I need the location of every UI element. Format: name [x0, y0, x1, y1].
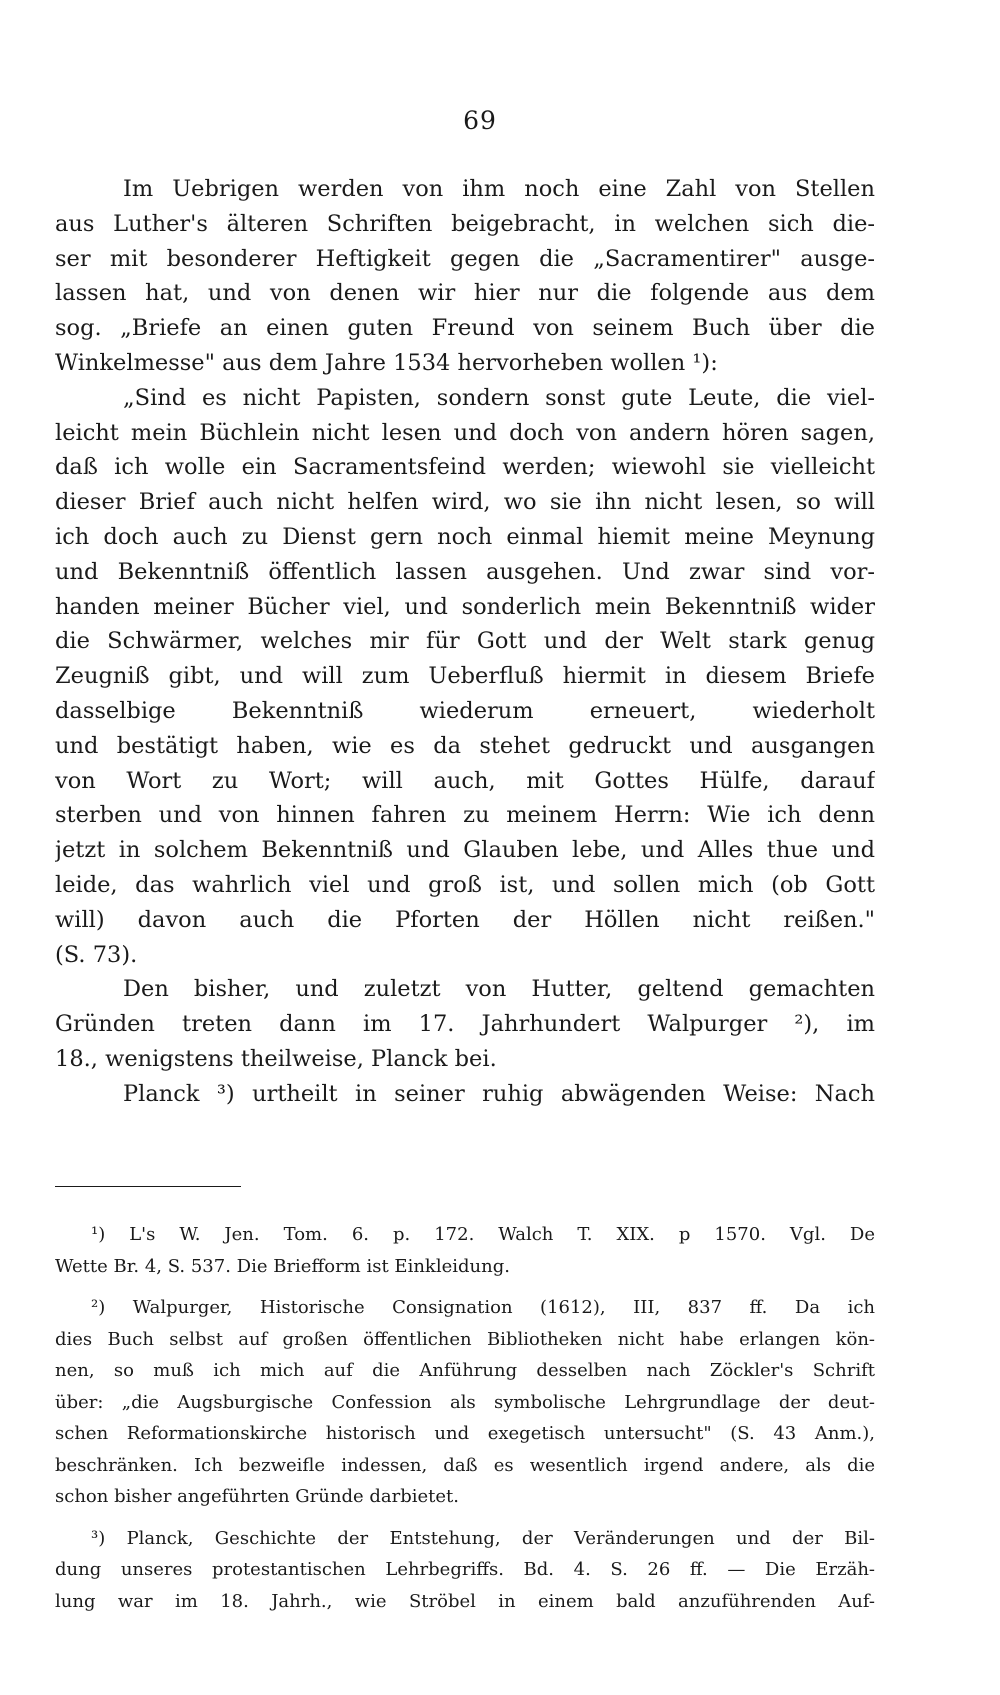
text-line: Winkelmesse" aus dem Jahre 1534 hervorheben wollen ¹):: [55, 349, 718, 376]
quote-line: und bestätigt haben, wie es da stehet gedruckt und ausgangen: [55, 732, 875, 759]
footnote-line: Wette Br. 4, S. 537. Die Briefform ist Einkleidung.: [55, 1255, 510, 1277]
text-line: lassen hat, und von denen wir hier nur die folgende aus dem: [55, 280, 875, 307]
quote-line: „Sind es nicht Papisten, sondern sonst gute Leute, die viel-: [123, 384, 875, 411]
quote-line: die Schwärmer, welches mir für Gott und der Welt stark genug: [55, 628, 875, 655]
footnote-line: ²) Walpurger, Historische Consignation (1612), III, 837 ff. Da ich: [91, 1297, 875, 1318]
footnote-rule: [55, 1186, 241, 1187]
footnote-line: ³) Planck, Geschichte der Entstehung, der Veränderungen und der Bil-: [91, 1527, 875, 1549]
footnote-2: [55, 1292, 875, 1513]
footnote-line: beschränken. Ich bezweifle indessen, daß es wesentlich irgend andere, als die: [55, 1454, 875, 1476]
quote-line: leide, das wahrlich viel und groß ist, und sollen mich (ob Gott: [55, 871, 875, 898]
text-line: Planck ³) urtheilt in seiner ruhig abwägenden Weise: Nach: [123, 1080, 875, 1107]
quote-line: sterben und von hinnen fahren zu meinem Herrn: Wie ich denn: [55, 802, 875, 829]
text-line: Gründen treten dann im 17. Jahrhundert Walpurger ²), im: [55, 1011, 875, 1038]
footnote-line: ¹) L's W. Jen. Tom. 6. p. 172. Walch T. XIX. p 1570. Vgl. De: [91, 1224, 875, 1245]
footnote-line: nen, so muß ich mich auf die Anführung desselben nach Zöckler's Schrift: [55, 1360, 875, 1381]
footnote-line: dies Buch selbst auf großen öffentlichen Bibliotheken nicht habe erlangen kön-: [55, 1328, 875, 1350]
footnote-line: über: „die Augsburgische Confession als symbolische Lehrgrundlage der deut-: [55, 1391, 875, 1413]
footnote-line: schon bisher angeführten Gründe darbietet.: [55, 1486, 459, 1507]
quote-reference: (S. 73).: [55, 941, 138, 968]
quote-line: Zeugniß gibt, und will zum Ueberfluß hiermit in diesem Briefe: [55, 663, 875, 690]
quote-line: von Wort zu Wort; will auch, mit Gottes Hülfe, darauf: [55, 767, 875, 794]
footnote-1: [55, 1219, 875, 1282]
quote-line: dasselbige Bekenntniß wiederum erneuert, wiederholt: [55, 697, 875, 724]
footnote-line: dung unseres protestantischen Lehrbegriffs. Bd. 4. S. 26 ff. — Die Erzäh-: [55, 1559, 875, 1580]
text-line: aus Luther's älteren Schriften beigebracht, in welchen sich die-: [55, 210, 875, 237]
page-number: 69: [463, 106, 497, 135]
footnote-line: lung war im 18. Jahrh., wie Ströbel in einem bald anzuführenden Auf-: [55, 1590, 875, 1612]
footnote-line: schen Reformationskirche historisch und exegetisch untersucht" (S. 43 Anm.),: [55, 1423, 875, 1444]
text-line: ser mit besonderer Heftigkeit gegen die „Sacramentirer" ausge-: [55, 245, 875, 272]
quote-line: leicht mein Büchlein nicht lesen und doch von andern hören sagen,: [55, 419, 875, 446]
quote-line: will) davon auch die Pforten der Höllen nicht reißen.": [55, 906, 875, 933]
footnotes: [55, 1219, 875, 1617]
text-line: sog. „Briefe an einen guten Freund von seinem Buch über die: [55, 315, 875, 342]
quote-line: ich doch auch zu Dienst gern noch einmal hiemit meine Meynung: [55, 523, 875, 550]
quote-line: daß ich wolle ein Sacramentsfeind werden; wiewohl sie vielleicht: [55, 454, 875, 481]
text-line: Den bisher, und zuletzt von Hutter, geltend gemachten: [123, 976, 875, 1003]
text-line: Im Uebrigen werden von ihm noch eine Zahl von Stellen: [123, 176, 875, 202]
quote-line: handen meiner Bücher viel, und sonderlich mein Bekenntniß wider: [55, 593, 875, 620]
main-text: [55, 172, 875, 1112]
text-line: 18., wenigstens theilweise, Planck bei.: [55, 1045, 497, 1072]
footnote-3: [55, 1523, 875, 1618]
quote-line: jetzt in solchem Bekenntniß und Glauben lebe, und Alles thue und: [55, 837, 875, 864]
quote-line: und Bekenntniß öffentlich lassen ausgehen. Und zwar sind vor-: [55, 558, 875, 585]
quote-line: dieser Brief auch nicht helfen wird, wo sie ihn nicht lesen, so will: [55, 489, 875, 516]
